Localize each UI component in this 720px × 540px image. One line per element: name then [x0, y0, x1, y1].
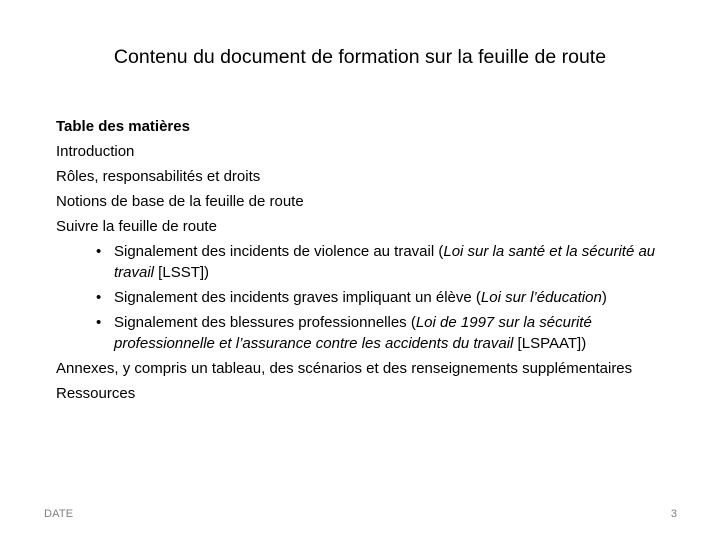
bullet-law: Loi sur la santé et la sécurité au travail: [114, 243, 656, 281]
bullet-law: Loi sur l’éducation: [480, 289, 602, 306]
bullet-item: [56, 312, 656, 354]
bullet-glyph: •: [96, 243, 102, 260]
bullet-tail: [LSPAAT]): [513, 335, 587, 352]
footer-date: DATE: [44, 508, 74, 520]
bullet-lead: Signalement des blessures professionnelles (: [114, 314, 416, 331]
slide-title: Contenu du document de formation sur la feuille de route: [113, 46, 607, 68]
bullet-text: [114, 312, 656, 354]
bullet-list: [56, 241, 656, 354]
slide-content: [56, 116, 656, 408]
bullet-lead: Signalement des incidents de violence au travail (: [114, 243, 444, 260]
toc-item-introduction: Introduction: [56, 143, 135, 160]
bullet-text: [114, 241, 656, 283]
toc-item-ressources: Ressources: [56, 385, 136, 402]
toc-item-roles: Rôles, responsabilités et droits: [56, 168, 261, 185]
bullet-law: Loi de 1997 sur la sécurité professionnelle et l’assurance contre les accidents du travail: [114, 314, 592, 352]
bullet-glyph: •: [96, 289, 102, 306]
toc-item-annexes: Annexes, y compris un tableau, des scénarios et des renseignements supplémentaires: [56, 360, 633, 377]
toc-item-notions: Notions de base de la feuille de route: [56, 193, 304, 210]
page-number: 3: [670, 508, 677, 520]
toc-heading: Table des matières: [56, 118, 190, 135]
bullet-glyph: •: [96, 314, 102, 331]
toc-item-suivre: Suivre la feuille de route: [56, 218, 217, 235]
bullet-lead: Signalement des incidents graves impliquant un élève (: [114, 289, 481, 306]
bullet-tail: [LSST]): [154, 264, 210, 281]
bullet-item: [56, 287, 656, 308]
bullet-tail: ): [601, 289, 607, 306]
bullet-item: [56, 241, 656, 283]
bullet-text: [114, 287, 656, 308]
